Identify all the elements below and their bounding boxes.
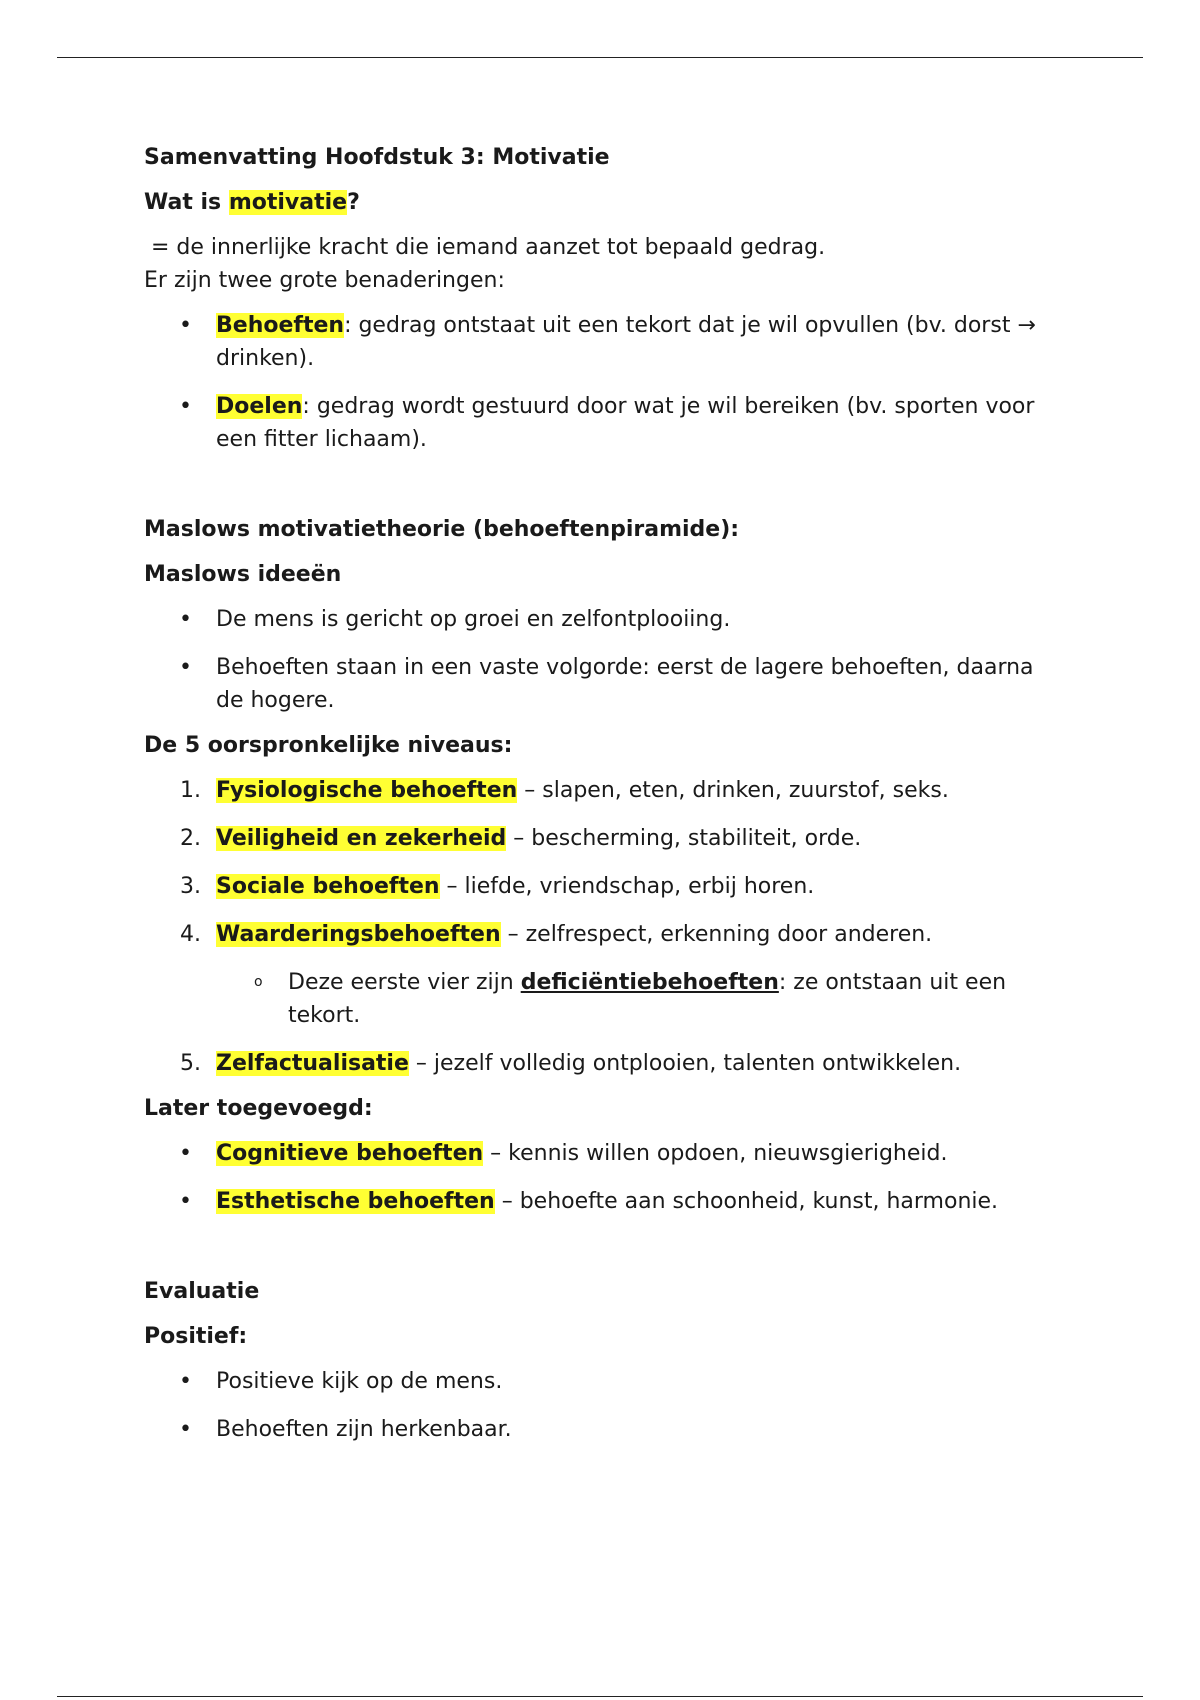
term-behoeften: Behoeften bbox=[216, 313, 345, 338]
level-text: – slapen, eten, drinken, zuurstof, seks. bbox=[517, 778, 949, 803]
list-item bbox=[144, 1185, 1064, 1218]
positive-heading: Positief: bbox=[144, 1324, 248, 1349]
bullet-marker: • bbox=[179, 1369, 192, 1394]
ideas-heading: Maslows ideeën bbox=[144, 562, 342, 587]
question-heading bbox=[144, 186, 1064, 219]
list-number: 1. bbox=[180, 778, 201, 803]
level-item-3 bbox=[144, 870, 1064, 903]
list-item bbox=[144, 1413, 1064, 1446]
level-item-1 bbox=[144, 774, 1064, 807]
item-text: Behoeften zijn herkenbaar. bbox=[216, 1417, 512, 1442]
level-term: Zelfactualisatie bbox=[216, 1051, 409, 1076]
evaluation-heading: Evaluatie bbox=[144, 1279, 260, 1304]
term-deficientiebehoeften: deficiëntiebehoeften bbox=[520, 970, 779, 995]
item-text: – behoefte aan schoonheid, kunst, harmonie. bbox=[494, 1189, 999, 1214]
later-heading: Later toegevoegd: bbox=[144, 1096, 373, 1121]
bullet-marker: • bbox=[179, 607, 192, 632]
item-text: De mens is gericht op groei en zelfontplooiing. bbox=[216, 607, 731, 632]
list-item bbox=[144, 309, 1064, 375]
level-term: Fysiologische behoeften bbox=[216, 778, 518, 803]
level-text: – bescherming, stabiliteit, orde. bbox=[506, 826, 862, 851]
sub-bullet-marker: o bbox=[254, 974, 263, 990]
level-item-5 bbox=[144, 1047, 1064, 1080]
level-item-4 bbox=[144, 918, 1064, 951]
item-text: : gedrag ontstaat uit een tekort dat je wil opvullen (bv. dorst → drinken). bbox=[216, 313, 1036, 371]
question-suffix: ? bbox=[347, 190, 360, 215]
bullet-marker: • bbox=[179, 1189, 192, 1214]
approaches-intro: Er zijn twee grote benaderingen: bbox=[144, 268, 505, 293]
list-item bbox=[144, 651, 1064, 717]
definition-text: = de innerlijke kracht die iemand aanzet tot bepaald gedrag. bbox=[144, 235, 826, 260]
level-text: – jezelf volledig ontplooien, talenten ontwikkelen. bbox=[408, 1051, 962, 1076]
level-term: Veiligheid en zekerheid bbox=[216, 826, 507, 851]
term-doelen: Doelen bbox=[216, 394, 303, 419]
bullet-marker: • bbox=[179, 1417, 192, 1442]
item-text: Positieve kijk op de mens. bbox=[216, 1369, 503, 1394]
document-body bbox=[144, 141, 1064, 1446]
list-number: 4. bbox=[180, 922, 201, 947]
item-text: : gedrag wordt gestuurd door wat je wil bereiken (bv. sporten voor een fitter lichaam). bbox=[216, 394, 1035, 452]
list-item bbox=[144, 1137, 1064, 1170]
bullet-marker: • bbox=[179, 1141, 192, 1166]
item-text: Behoeften staan in een vaste volgorde: eerst de lagere behoeften, daarna de hogere. bbox=[216, 655, 1034, 713]
question-prefix: Wat is bbox=[144, 190, 229, 215]
header-rule bbox=[57, 57, 1143, 58]
note-suffix: : ze ontstaan uit een tekort. bbox=[288, 970, 1007, 1028]
list-item bbox=[144, 1365, 1064, 1398]
highlight-motivatie: motivatie bbox=[228, 190, 348, 215]
level-item-2 bbox=[144, 822, 1064, 855]
list-number: 3. bbox=[180, 874, 201, 899]
document-title: Samenvatting Hoofdstuk 3: Motivatie bbox=[144, 145, 610, 170]
list-number: 2. bbox=[180, 826, 201, 851]
bullet-marker: • bbox=[179, 313, 192, 338]
level-text: – zelfrespect, erkenning door anderen. bbox=[500, 922, 933, 947]
level-term: Sociale behoeften bbox=[216, 874, 440, 899]
bullet-marker: • bbox=[179, 394, 192, 419]
maslow-heading: Maslows motivatietheorie (behoeftenpiramide): bbox=[144, 517, 740, 542]
deficiency-note bbox=[144, 966, 1064, 1032]
levels-heading: De 5 oorspronkelijke niveaus: bbox=[144, 733, 513, 758]
item-text: – kennis willen opdoen, nieuwsgierigheid. bbox=[483, 1141, 948, 1166]
level-term: Waarderingsbehoeften bbox=[216, 922, 501, 947]
term-cognitieve: Cognitieve behoeften bbox=[216, 1141, 484, 1166]
list-item bbox=[144, 390, 1064, 456]
list-item bbox=[144, 603, 1064, 636]
bullet-marker: • bbox=[179, 655, 192, 680]
term-esthetische: Esthetische behoeften bbox=[216, 1189, 495, 1214]
note-prefix: Deze eerste vier zijn bbox=[288, 970, 521, 995]
list-number: 5. bbox=[180, 1051, 201, 1076]
level-text: – liefde, vriendschap, erbij horen. bbox=[439, 874, 815, 899]
footer-rule bbox=[57, 1696, 1143, 1697]
